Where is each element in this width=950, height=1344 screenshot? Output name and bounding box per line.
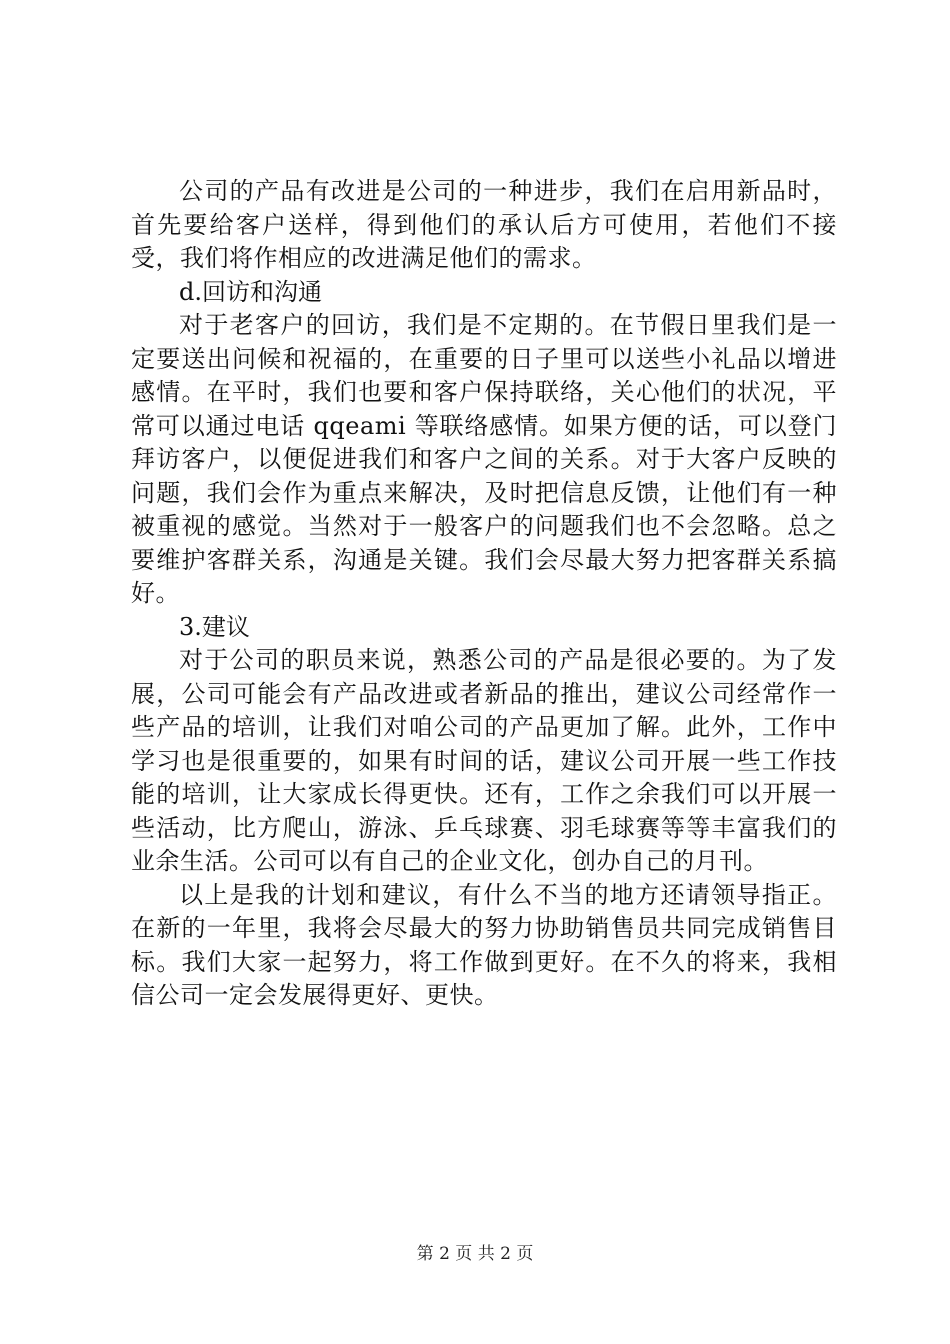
paragraph-followup-communication: 对于老客户的回访，我们是不定期的。在节假日里我们是一定要送出问候和祝福的，在重要的日子里可以送些小礼品以增进感情。在平时，我们也要和客户保持联络，关心他们的状况，平常可以通过电话 qqeami 等联络感情。如果方便的话，可以登门拜访客户，以便促进我们和客户之间的关系。对于大客户反映的问题，我们会作为重点来解决，及时把信息反馈，让他们有一种被重视的感觉。当然对于一般客户的问题我们也不会忽略。总之要维护客群关系，沟通是关键。我们会尽最大努力把客群关系搞好。 bbox=[131, 311, 837, 607]
paragraph-suggestions: 对于公司的职员来说，熟悉公司的产品是很必要的。为了发展，公司可能会有产品改进或者新品的推出，建议公司经常作一些产品的培训，让我们对咱公司的产品更加了解。此外，工作中学习也是很重要的，如果有时间的话，建议公司开展一些工作技能的培训，让大家成长得更快。还有，工作之余我们可以开展一些活动，比方爬山，游泳、乒乓球赛、羽毛球赛等等丰富我们的业余生活。公司可以有自己的企业文化，创办自己的月刊。 bbox=[131, 646, 837, 875]
paragraph-conclusion: 以上是我的计划和建议，有什么不当的地方还请领导指正。在新的一年里，我将会尽最大的努力协助销售员共同完成销售目标。我们大家一起努力，将工作做到更好。在不久的将来，我相信公司一定会发展得更好、更快。 bbox=[131, 880, 837, 1009]
document-body bbox=[131, 175, 837, 1013]
section-heading-suggestions: 3.建议 bbox=[179, 612, 250, 641]
section-heading-followup: d.回访和沟通 bbox=[179, 277, 322, 306]
page-number-footer: 第 2 页 共 2 页 bbox=[416, 1244, 534, 1264]
paragraph-product-improvement: 公司的产品有改进是公司的一种进步，我们在启用新品时，首先要给客户送样，得到他们的承认后方可使用，若他们不接受，我们将作相应的改进满足他们的需求。 bbox=[131, 177, 837, 272]
